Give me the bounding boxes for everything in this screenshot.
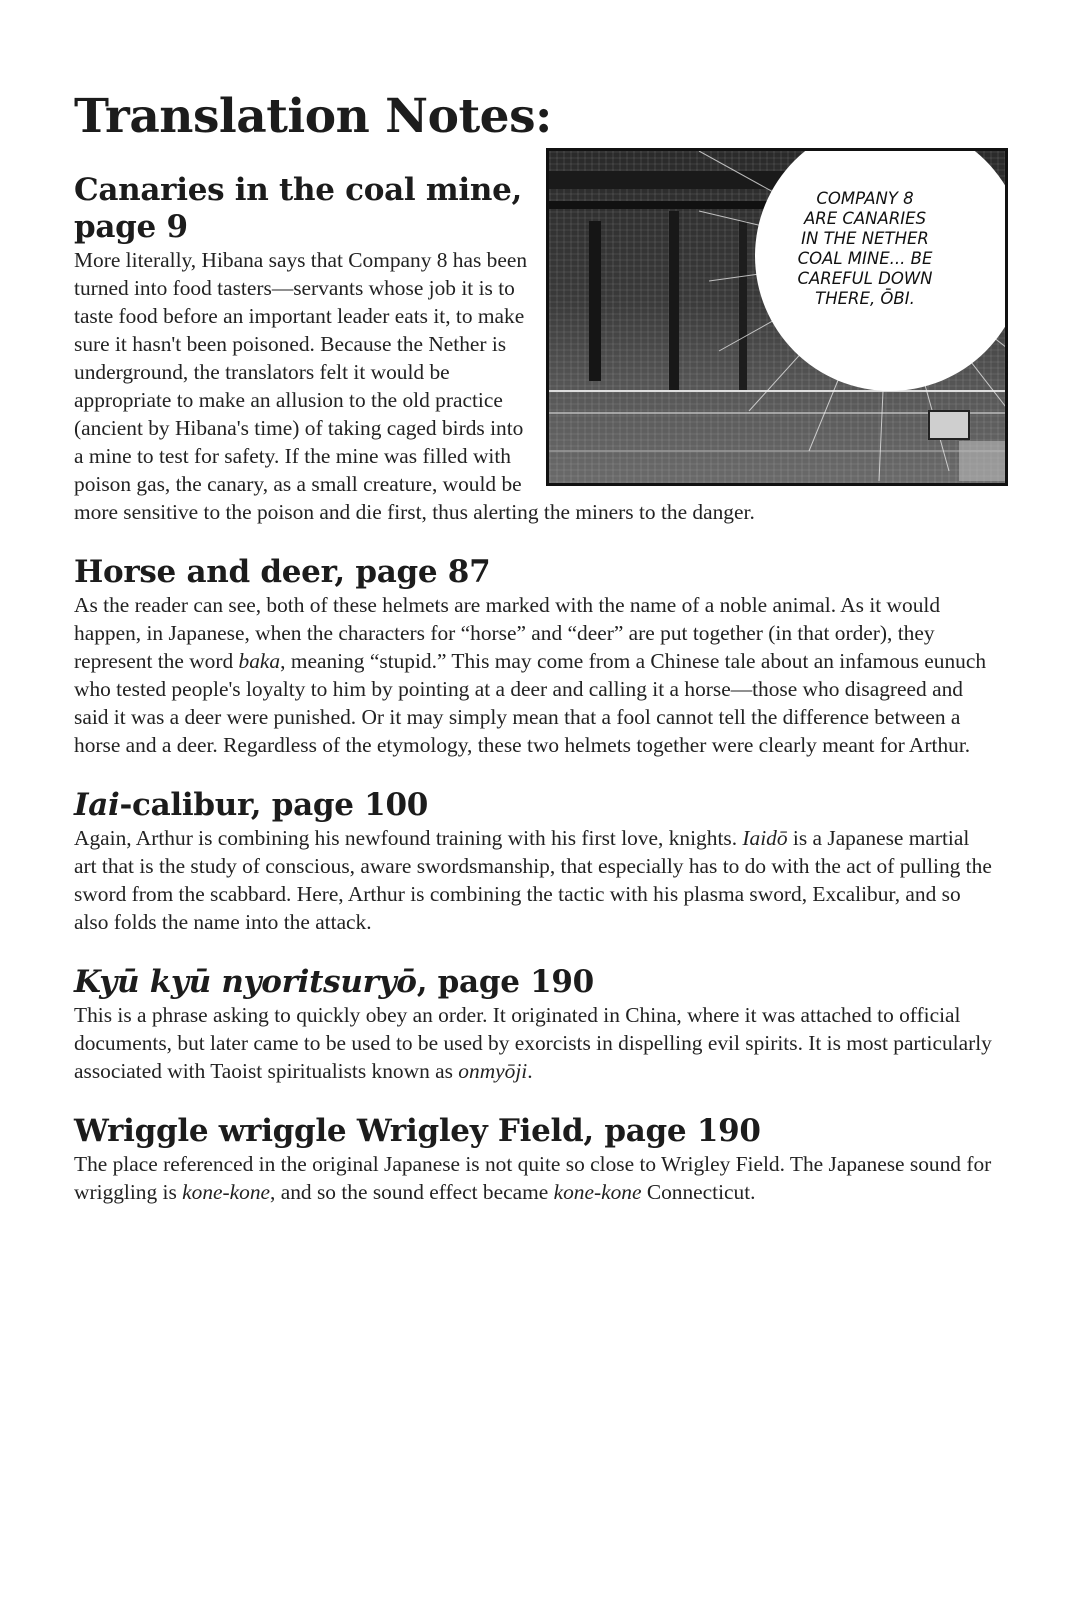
note-heading: [74, 964, 994, 1001]
note-body: [74, 1150, 994, 1206]
note-horse-deer: [74, 554, 994, 759]
manga-panel-illustration: [546, 148, 1008, 486]
note-text: is a Japanese martial art that is the study of conscious, aware swordsmanship, that especially has to do with the act of pulling the sword from the scabbard. Here, Arthur is combining the tactic with his plasma sword, Excalibur, and so also folds the name into the attack.: [74, 826, 992, 934]
heading-text: , page 190: [416, 964, 594, 1000]
note-body: [74, 591, 994, 759]
note-heading: Wriggle wriggle Wrigley Field, page 190: [74, 1113, 761, 1149]
note-italic-term: baka: [238, 649, 281, 673]
heading-italic-term: Kyū kyū nyoritsuryō: [74, 964, 417, 1000]
note-text: Connecticut.: [641, 1180, 756, 1204]
note-heading: [74, 787, 994, 824]
note-text: This is a phrase asking to quickly obey an order. It originated in China, where it was attached to official documents, but later came to be used to be used by exorcists in dispelling evil spirits. It is most particularly associated with Taoist spiritualists known as: [74, 1003, 992, 1083]
note-body: More literally, Hibana says that Company 8 has been turned into food tasters—servants whose job it is to taste food before an important leader eats it, to make sure it hasn't been poisoned. Because the Nether is underground, the translators felt it would be appropriate to make an allusion to the old practice (ancient by Hibana's time) of taking caged birds into a mine to test for safety. If the mine was filled with poison gas, the canary, as a small creature, would be more sensitive to the poison and die first, thus alerting the miners to the danger.: [74, 248, 755, 524]
note-body: [74, 824, 994, 936]
note-canaries: [74, 172, 994, 526]
note-italic-term: Iaidō: [742, 826, 788, 850]
note-text: As the reader can see, both of these helmets are marked with the name of a noble animal. As it would happen, in Japanese, when the characters for “horse” and “deer” are put together (in that order), they represent the word: [74, 593, 941, 673]
page-title: Translation Notes:: [74, 89, 552, 144]
heading-text: -calibur, page 100: [119, 787, 428, 823]
note-iai-calibur: [74, 787, 994, 936]
note-italic-term: onmyōji: [458, 1059, 528, 1083]
speech-bubble-text: COMPANY 8 ARE CANARIES IN THE NETHER COAL MINE... BE CAREFUL DOWN THERE, ŌBI.: [797, 189, 933, 308]
note-heading: Horse and deer, page 87: [74, 554, 491, 590]
note-italic-term: kone-kone: [182, 1180, 271, 1204]
translation-notes-page: [74, 88, 994, 1206]
note-text: Again, Arthur is combining his newfound training with his first love, knights.: [74, 826, 743, 850]
note-heading: Canaries in the coal mine, page 9: [74, 172, 522, 245]
note-text: , and so the sound effect became: [270, 1180, 554, 1204]
note-text: The place referenced in the original Japanese is not quite so close to Wrigley Field. The Japanese sound for wriggling is: [74, 1152, 992, 1204]
note-wriggle: [74, 1113, 994, 1206]
note-italic-term: kone-kone: [553, 1180, 642, 1204]
note-kyu-kyu: [74, 964, 994, 1085]
note-body: [74, 1001, 994, 1085]
note-text: , meaning “stupid.” This may come from a Chinese tale about an infamous eunuch who tested people's loyalty to him by pointing at a deer and calling it a horse—those who disagreed and said it was a deer were punished. Or it may simply mean that a fool cannot tell the difference between a horse and a deer. Regardless of the etymology, these two helmets together were clearly meant for Arthur.: [74, 649, 987, 757]
heading-italic-term: Iai: [74, 787, 120, 823]
note-text: .: [527, 1059, 533, 1083]
